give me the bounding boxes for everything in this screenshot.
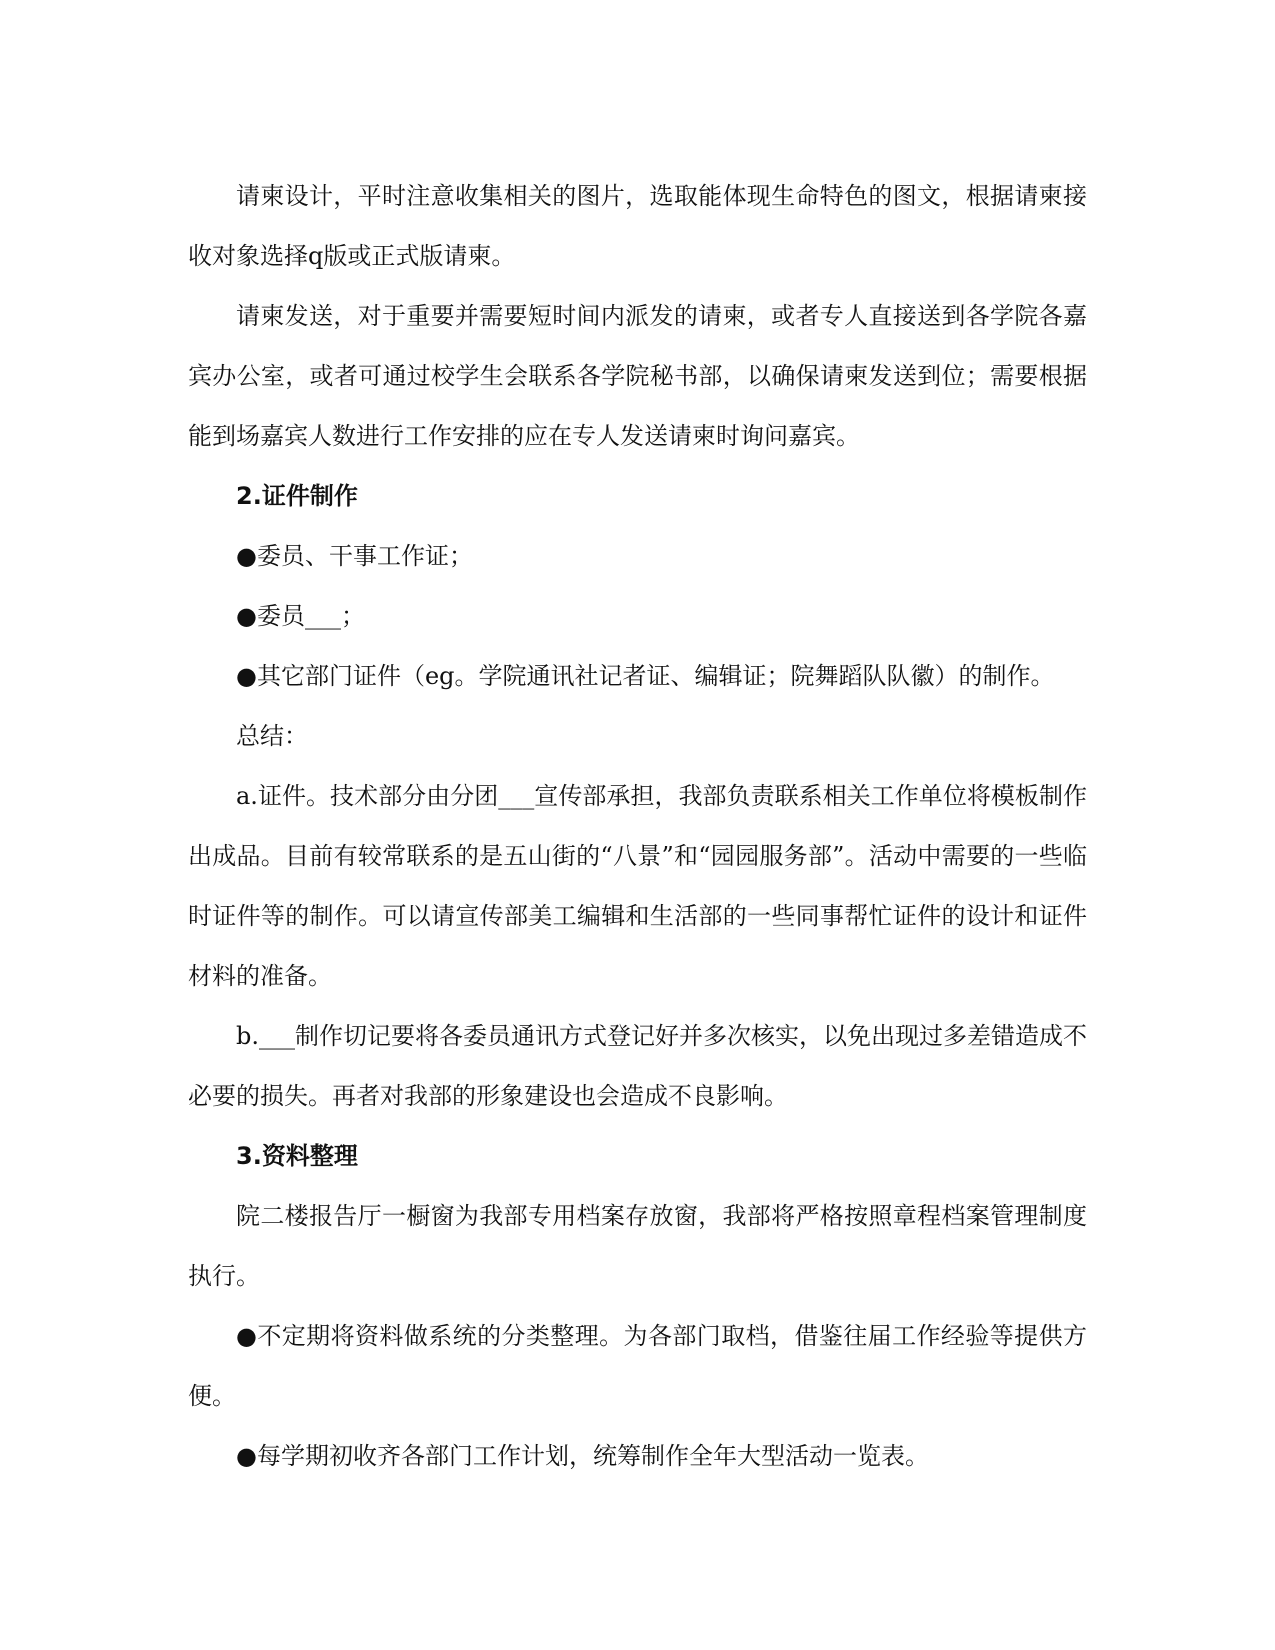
section-heading-certificates: 2.证件制作 xyxy=(236,482,358,510)
bullet-item: ●委员、干事工作证； xyxy=(236,542,473,570)
bullet-item: ●委员___； xyxy=(236,602,365,630)
bullet-item: ●每学期初收齐各部门工作计划，统筹制作全年大型活动一览表。 xyxy=(236,1442,929,1470)
paragraph-archive-window: 院二楼报告厅一橱窗为我部专用档案存放窗，我部将严格按照章程档案管理制度执行。 xyxy=(188,1202,1087,1290)
bullet-item: ●不定期将资料做系统的分类整理。为各部门取档，借鉴往届工作经验等提供方便。 xyxy=(188,1322,1087,1410)
summary-item-b: b.___制作切记要将各委员通讯方式登记好并多次核实，以免出现过多差错造成不必要的损失。再者对我部的形象建设也会造成不良影响。 xyxy=(188,1022,1087,1110)
paragraph-invitation-design: 请柬设计，平时注意收集相关的图片，选取能体现生命特色的图文，根据请柬接收对象选择q版或正式版请柬。 xyxy=(188,182,1087,270)
document-body xyxy=(188,166,1087,1486)
paragraph-invitation-delivery: 请柬发送，对于重要并需要短时间内派发的请柬，或者专人直接送到各学院各嘉宾办公室，或者可通过校学生会联系各学院秘书部，以确保请柬发送到位；需要根据能到场嘉宾人数进行工作安排的应在专人发送请柬时询问嘉宾。 xyxy=(188,302,1087,450)
bullet-item: ●其它部门证件（eg。学院通讯社记者证、编辑证；院舞蹈队队徽）的制作。 xyxy=(236,662,1055,690)
section-heading-records: 3.资料整理 xyxy=(236,1142,358,1170)
summary-item-a: a.证件。技术部分由分团___宣传部承担，我部负责联系相关工作单位将模板制作出成品。目前有较常联系的是五山街的“八景”和“园园服务部”。活动中需要的一些临时证件等的制作。可以请宣传部美工编辑和生活部的一些同事帮忙证件的设计和证件材料的准备。 xyxy=(188,782,1087,990)
summary-label: 总结： xyxy=(236,722,308,750)
